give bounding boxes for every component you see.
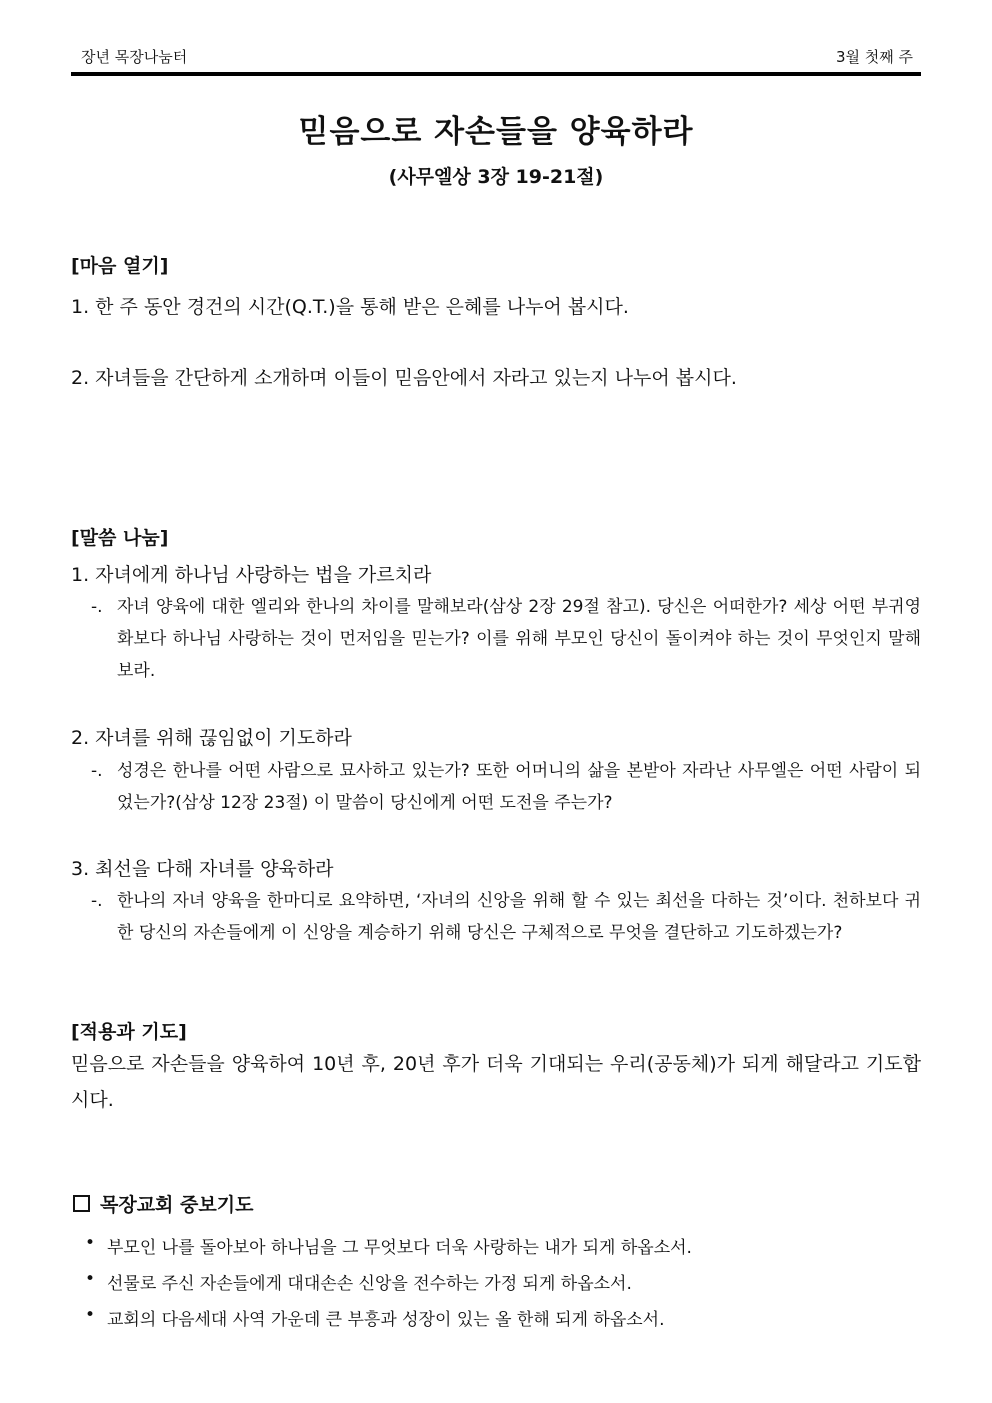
list-item-text: 교회의 다음세대 사역 가운데 큰 부흥과 성장이 있는 올 한해 되게 하옵소서. (107, 1310, 665, 1330)
list-item-text: 선물로 주신 자손들에게 대대손손 신앙을 전수하는 가정 되게 하옵소서. (107, 1274, 632, 1294)
word-item-3-text: 한나의 자녀 양육을 한마디로 요약하면, ‘자녀의 신앙을 위해 할 수 있는 최선을 다하는 것’이다. 천하보다 귀한 당신의 자손들에게 이 신앙을 계승하기 위해 당신은 구체적으로 무엇을 결단하고 기도하겠는가? (117, 891, 921, 943)
header-rule (71, 72, 921, 76)
apply-text: 믿음으로 자손들을 양육하여 10년 후, 20년 후가 더욱 기대되는 우리(공동체)가 되게 해달라고 기도합시다. (71, 1053, 921, 1111)
opening-question-1: 1. 한 주 동안 경건의 시간(Q.T.)을 통해 받은 은혜를 나누어 봅시다. (71, 296, 629, 318)
word-item-2-text: 성경은 한나를 어떤 사람으로 묘사하고 있는가? 또한 어머니의 삶을 본받아 자라난 사무엘은 어떤 사람이 되었는가?(삼상 12장 23절) 이 말씀이 당신에게 어떤 도전을 주는가? (117, 761, 921, 813)
word-item-1-detail (91, 591, 921, 687)
page-header (71, 46, 921, 68)
list-item (85, 1229, 921, 1265)
bullet-icon: • (85, 1305, 96, 1325)
bullet-icon: • (85, 1233, 96, 1253)
list-item-text: 부모인 나를 돌아보아 하나님을 그 무엇보다 더욱 사랑하는 내가 되게 하옵소서. (107, 1238, 692, 1258)
page-title: 믿음으로 자손들을 양육하라 (298, 114, 694, 150)
word-item-2-title: 2. 자녀를 위해 끊임없이 기도하라 (71, 727, 352, 749)
apply-heading: [적용과 기도] (71, 1021, 187, 1043)
opening-question-2: 2. 자녀들을 간단하게 소개하며 이들이 믿음안에서 자라고 있는지 나누어 봅시다. (71, 367, 737, 389)
list-item (85, 1265, 921, 1301)
word-item-3-title: 3. 최선을 다해 자녀를 양육하라 (71, 858, 334, 880)
list-item (85, 1301, 921, 1337)
word-item-2-detail (91, 755, 921, 819)
page-subtitle: (사무엘상 3장 19-21절) (388, 166, 604, 188)
dash-marker: -. (91, 761, 103, 781)
word-item-1-text: 자녀 양육에 대한 엘리와 한나의 차이를 말해보라(삼상 2장 29절 참고). 당신은 어떠한가? 세상 어떤 부귀영화보다 하나님 사랑하는 것이 먼저임을 믿는가? 이를 위해 부모인 당신이 돌이켜야 하는 것이 무엇인지 말해보라. (117, 597, 921, 681)
word-heading: [말씀 나눔] (71, 527, 169, 549)
header-right: 3월 첫째 주 (835, 48, 913, 66)
dash-marker: -. (91, 597, 103, 617)
dash-marker: -. (91, 891, 103, 911)
bullet-icon: • (85, 1269, 96, 1289)
checkbox-square-icon (73, 1195, 90, 1212)
intercession-list (85, 1229, 921, 1337)
header-left: 장년 목장나눔터 (81, 48, 188, 66)
word-item-3-detail (91, 885, 921, 949)
word-item-1-title: 1. 자녀에게 하나님 사랑하는 법을 가르치라 (71, 564, 432, 586)
opening-heading: [마음 열기] (71, 255, 169, 277)
intercession-heading (71, 1190, 253, 1217)
intercession-heading-label: 목장교회 중보기도 (100, 1194, 254, 1216)
